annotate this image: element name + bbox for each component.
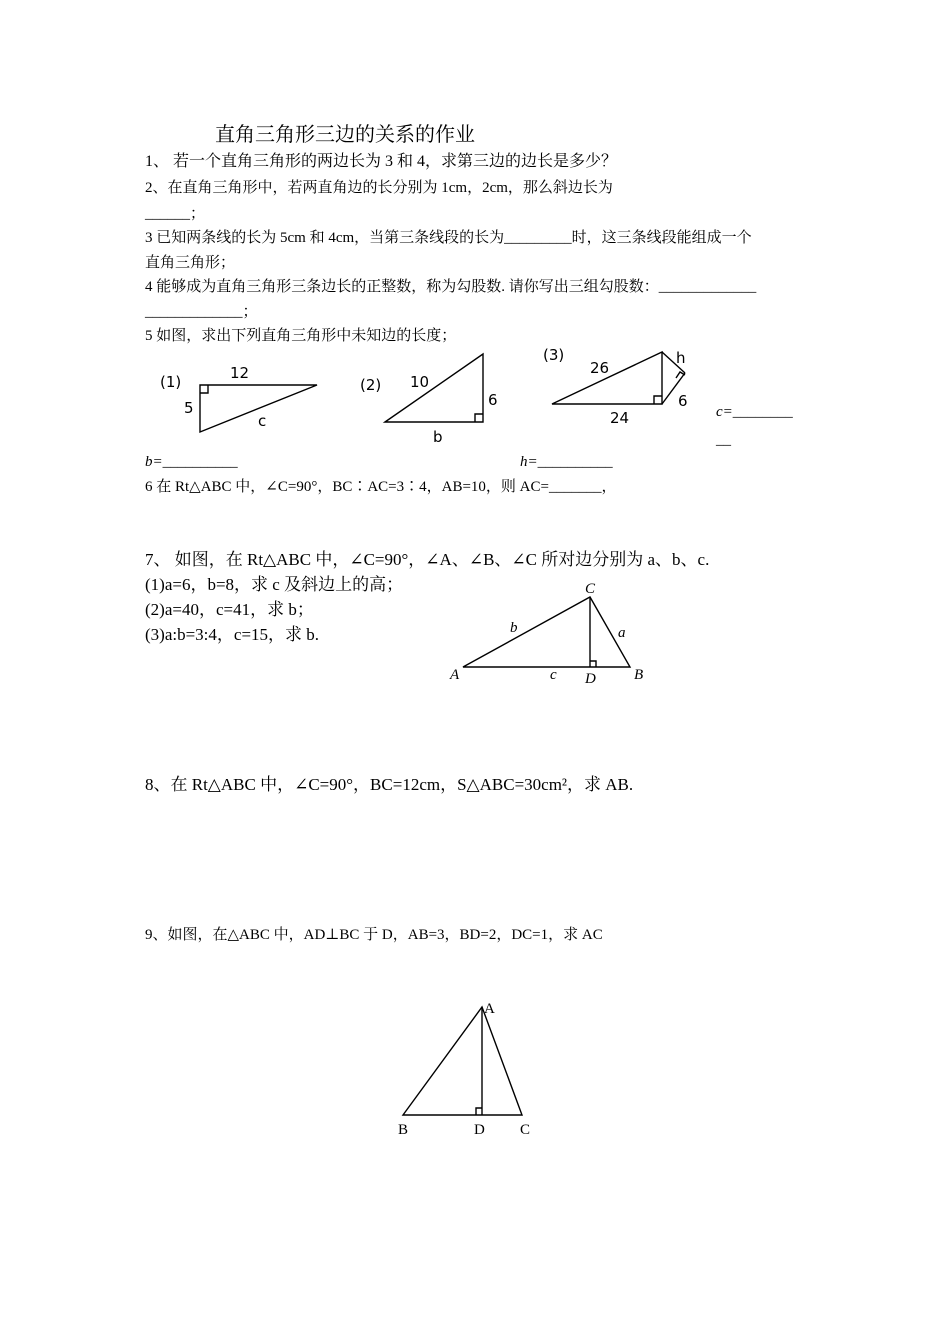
figure-2-bottom-label: b [433, 428, 443, 446]
figure-2-triangle [355, 350, 505, 450]
figure-1-number: (1) [160, 373, 182, 391]
figure-2-shape [385, 354, 483, 422]
figure-9-label-d: D [474, 1122, 485, 1138]
answer-b: b=__________ [145, 454, 238, 470]
figure-9-label-a: A [484, 1001, 495, 1017]
figure-9-label-b: B [398, 1122, 409, 1138]
figure-3-h-label: h [676, 349, 686, 367]
question-6: 6 在 Rt△ABC 中，∠C=90°，BC∶AC=3∶4，AB=10，则 AC=_______， [145, 479, 617, 495]
figure-2-right-label: 6 [488, 391, 498, 409]
question-7-line-2: (1)a=6，b=8，求 c 及斜边上的高； [145, 575, 404, 594]
figure-9-label-c: C [520, 1122, 531, 1138]
answer-c-line-1: c=________ [716, 404, 793, 420]
figure-3-triangle [540, 340, 700, 430]
question-2-line-1: 2、在直角三角形中，若两直角边的长分别为 1cm，2cm，那么斜边长为 [145, 180, 613, 196]
figure-9-triangle [390, 995, 550, 1145]
question-7-line-3: (2)a=40，c=41，求 b； [145, 600, 314, 619]
question-4-line-2: _____________； [145, 304, 258, 320]
answer-c-line-2: __ [716, 432, 731, 448]
figure-3-hyp-label: 26 [590, 359, 610, 377]
figure-7-label-a-vertex: A [450, 667, 460, 683]
figure-7-shape [463, 597, 630, 667]
figure-3-bottom-label: 24 [610, 409, 630, 427]
figure-7-triangle [440, 575, 660, 690]
figure-1-left-label: 5 [184, 399, 194, 417]
question-1: 1、 若一个直角三角形的两边长为 3 和 4，求第三边的边长是多少？ [145, 153, 618, 170]
figure-9-right-angle-mark [476, 1108, 482, 1115]
page-title: 直角三角形三边的关系的作业 [215, 124, 475, 146]
figure-3-right-angle-mark [654, 396, 662, 404]
answer-h: h=__________ [520, 454, 613, 470]
figure-2-hyp-label: 10 [410, 373, 430, 391]
question-8: 8、在 Rt△ABC 中，∠C=90°，BC=12cm，S△ABC=30cm²，求 AB. [145, 775, 634, 794]
figure-7-side-b: b [510, 620, 518, 636]
figure-7-label-c-vertex: C [585, 581, 596, 597]
figure-7-label-b-vertex: B [634, 667, 644, 683]
figure-3-h-right-angle-mark [676, 372, 685, 378]
question-9: 9、如图，在△ABC 中，AD⊥BC 于 D，AB=3，BD=2，DC=1，求 AC [145, 927, 603, 943]
figure-1-triangle [150, 360, 330, 440]
figure-2-number: (2) [360, 376, 382, 394]
figure-1-top-label: 12 [230, 364, 250, 382]
figure-7-label-d: D [585, 671, 596, 687]
figure-1-hyp-label: c [258, 412, 267, 430]
question-3-line-2: 直角三角形； [145, 255, 236, 271]
figure-7-right-angle-mark [590, 661, 596, 667]
question-2-line-2: ______； [145, 206, 206, 222]
figure-3-number: (3) [543, 346, 565, 364]
figure-7-side-c: c [550, 667, 557, 683]
figure-1-right-angle-mark [200, 385, 208, 393]
question-3-line-1: 3 已知两条线的长为 5cm 和 4cm，当第三条线段的长为_________时，这三条线段能组成一个 [145, 230, 752, 246]
question-4-line-1: 4 能够成为直角三角形三条边长的正整数，称为勾股数. 请你写出三组勾股数：_____________ [145, 279, 757, 295]
figure-2-right-angle-mark [475, 414, 483, 422]
question-7-line-1: 7、 如图，在 Rt△ABC 中，∠C=90°，∠A、∠B、∠C 所对边分别为 a、b、c. [145, 550, 710, 569]
question-5: 5 如图，求出下列直角三角形中未知边的长度； [145, 328, 457, 344]
question-7-line-4: (3)a:b=3:4，c=15，求 b. [145, 625, 320, 644]
figure-9-shape [403, 1007, 522, 1115]
figure-3-right-label: 6 [678, 392, 688, 410]
figure-7-side-a: a [618, 625, 626, 641]
